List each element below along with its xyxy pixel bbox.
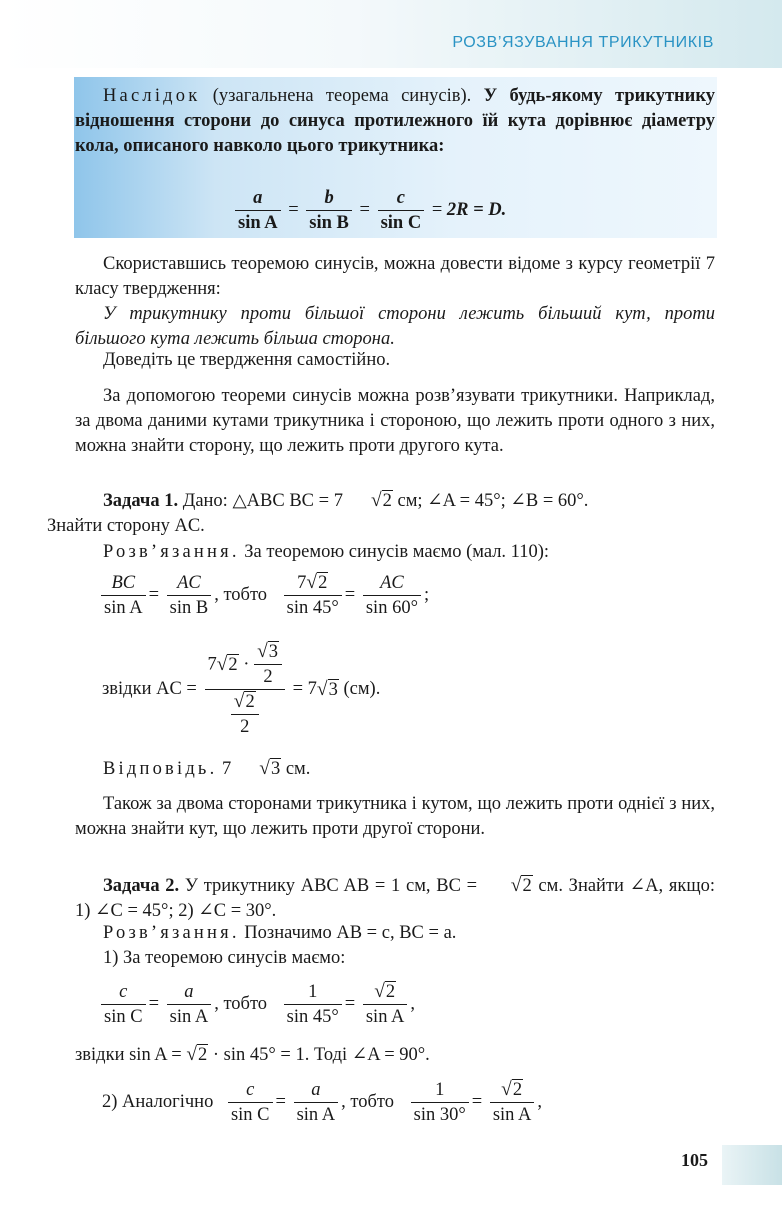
task-2-formula-2: 2) Аналогічно $\frac{c}{\text{sin C}}$ = $\frac{a}{\text{sin A}}$ , тобто $\frac{1}{\sin 30^\circ}$ = $\frac{√2}{\text{sin A}}$ , xyxy=(102,1079,543,1125)
task-1-statement: Задача 1. Дано: △ABC BC = 7 √2 см; ∠A = 45°; ∠B = 60°. Знайти сторону AC. xyxy=(47,490,589,536)
corollary-word: Наслідок xyxy=(103,86,201,106)
paragraph-2: За допомогою теореми синусів можна розв’язувати трикутники. Наприклад, за двома даними кутами трикутника і стороною, що лежить проти одного з них, можна знайти сторону, що лежить проти другого кута. xyxy=(75,386,715,456)
running-title: РОЗВ’ЯЗУВАННЯ ТРИКУТНИКІВ xyxy=(452,34,714,51)
task-2-line-2: звідки sin A = √2 · sin 45° = 1. Тоді ∠A = 90°. xyxy=(75,1044,430,1065)
paragraph-1: Скориставшись теоремою синусів, можна довести відоме з курсу геометрії 7 класу твердження: xyxy=(75,254,715,299)
sine-law-formula: $\frac{a}{\text{sin A}}$ = $\frac{b}{\text{sin B}}$ = $\frac{c}{\text{sin C}}$ = 2R = D. xyxy=(232,186,506,235)
task-1-answer: Відповідь. 7 √3 см. xyxy=(103,758,311,779)
footer-band xyxy=(722,1145,782,1185)
task-2-formula-1: $\frac{c}{\text{sin C}}$ = $\frac{a}{\text{sin A}}$ , тобто $\frac{1}{\sin 45^\circ}$ = $\frac{√2}{\text{sin A}}$ , xyxy=(98,980,415,1029)
paragraph-3: Також за двома сторонами трикутника і кутом, що лежить проти однієї з них, можна знайти кут, що лежить проти другої сторони. xyxy=(75,794,715,839)
task-1-formula-2: звідки AC = 7√2 · $\frac{√3}{2}$ $\frac{√2}{2}$ = 7√3 (см). xyxy=(102,641,381,737)
task-2-solution-intro: Розв’язання. Позначимо AB = c, BC = a. xyxy=(103,923,457,943)
corollary-text: Наслідок (узагальнена теорема синусів). У будь-якому трикутнику відношення сторони до синуса протилежного їй кута дорівнює діаметру кола, описаного навколо цього трикутника: xyxy=(75,86,715,156)
statement-italic: У трикутнику проти більшої сторони лежить більший кут, проти більшого кута лежить більша сторона. xyxy=(75,304,715,349)
task-1-solution-intro: Розв’язання. За теоремою синусів маємо (мал. 110): xyxy=(103,542,550,562)
page-number: 105 xyxy=(681,1150,708,1170)
paragraph-1-end: Доведіть це твердження самостійно. xyxy=(103,350,391,370)
task-2-statement: Задача 2. У трикутнику ABC AB = 1 см, BC = √2 см. Знайти ∠A, якщо: 1) ∠C = 45°; 2) ∠C = 30°. xyxy=(75,875,715,921)
corollary-statement: У будь-якому трикутнику відношення сторони до синуса протилежного їй кута дорівнює діаметру кола, описаного навколо цього трикутника: xyxy=(75,86,715,156)
task-2-step-1: 1) За теоремою синусів маємо: xyxy=(103,948,346,968)
task-1-formula-1: $\frac{BC}{\text{sin A}}$ = $\frac{AC}{\text{sin B}}$ , тобто $\frac{7√2}{\sin 45^\circ}$ = $\frac{AC}{\sin 60^\circ}$ ; xyxy=(98,571,429,620)
